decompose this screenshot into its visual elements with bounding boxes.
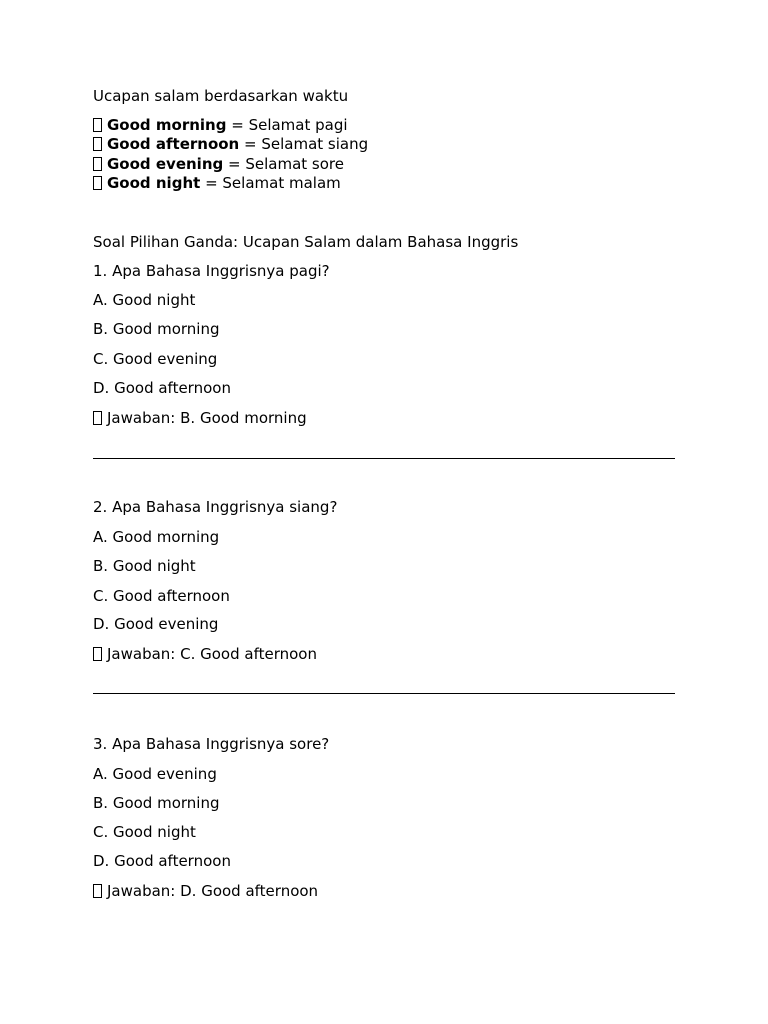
option-a: A. Good night <box>93 291 196 309</box>
question-text: 1. Apa Bahasa Inggrisnya pagi? <box>93 262 330 280</box>
checkbox-glyph-icon <box>93 157 102 171</box>
greeting-item <box>93 116 348 134</box>
intro-heading: Ucapan salam berdasarkan waktu <box>93 87 349 105</box>
checkbox-glyph-icon <box>93 118 102 132</box>
checkbox-glyph-icon <box>93 137 102 151</box>
greeting-term: Good night <box>107 174 201 192</box>
option-a: A. Good evening <box>93 765 217 783</box>
option-c: C. Good night <box>93 823 196 841</box>
greeting-term: Good evening <box>107 155 224 173</box>
greeting-item <box>93 135 368 153</box>
question-text: 2. Apa Bahasa Inggrisnya siang? <box>93 498 338 516</box>
checkbox-glyph-icon <box>93 411 102 425</box>
answer-line <box>93 645 317 663</box>
checkbox-glyph-icon <box>93 176 102 190</box>
option-b: B. Good morning <box>93 794 220 812</box>
option-c: C. Good evening <box>93 350 218 368</box>
question-text: 3. Apa Bahasa Inggrisnya sore? <box>93 735 330 753</box>
option-b: B. Good morning <box>93 320 220 338</box>
greeting-meaning: = Selamat pagi <box>231 116 348 134</box>
option-d: D. Good evening <box>93 615 219 633</box>
answer-text: Jawaban: B. Good morning <box>107 409 307 427</box>
option-b: B. Good night <box>93 557 196 575</box>
option-c: C. Good afternoon <box>93 587 230 605</box>
option-d: D. Good afternoon <box>93 379 231 397</box>
greeting-meaning: = Selamat sore <box>228 155 344 173</box>
answer-line <box>93 882 318 900</box>
greeting-item <box>93 174 341 192</box>
greeting-meaning: = Selamat siang <box>244 135 369 153</box>
checkbox-glyph-icon <box>93 884 102 898</box>
checkbox-glyph-icon <box>93 647 102 661</box>
greeting-meaning: = Selamat malam <box>205 174 341 192</box>
section-divider <box>93 458 675 459</box>
option-a: A. Good morning <box>93 528 220 546</box>
answer-text: Jawaban: C. Good afternoon <box>107 645 317 663</box>
greeting-item <box>93 155 344 173</box>
quiz-title: Soal Pilihan Ganda: Ucapan Salam dalam Bahasa Inggris <box>93 233 519 251</box>
greeting-term: Good afternoon <box>107 135 240 153</box>
greeting-term: Good morning <box>107 116 227 134</box>
answer-line <box>93 409 307 427</box>
option-d: D. Good afternoon <box>93 852 231 870</box>
answer-text: Jawaban: D. Good afternoon <box>107 882 319 900</box>
section-divider <box>93 693 675 694</box>
